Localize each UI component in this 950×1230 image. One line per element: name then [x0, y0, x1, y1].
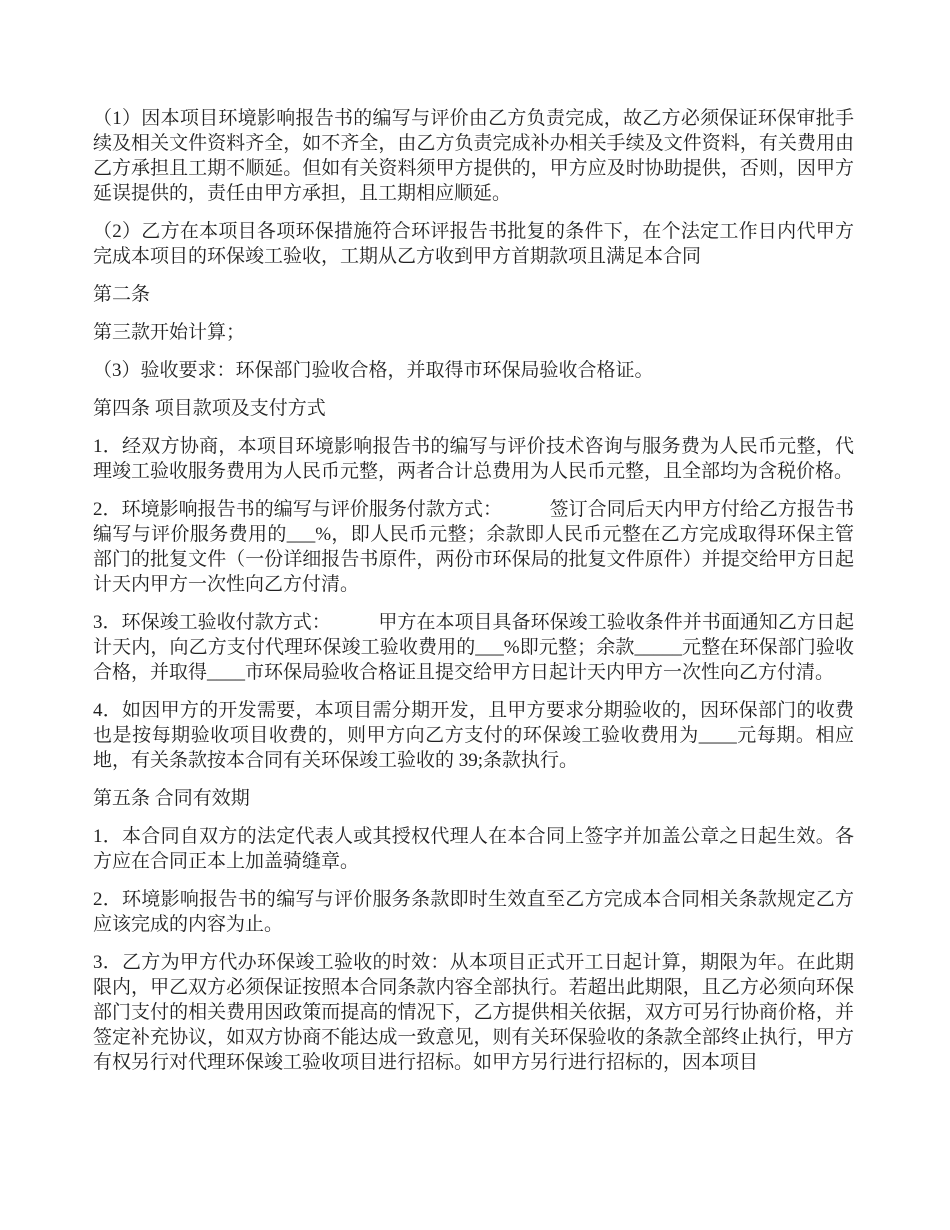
para-validity-report-terms: 2．环境影响报告书的编写与评价服务条款即时生效直至乙方完成本合同相关条款规定乙方应该完成的内容为止。 [93, 889, 854, 935]
para-payment-report-service: 2．环境影响报告书的编写与评价服务付款方式： 签订合同后天内甲方付给乙方报告书编写与评价服务费用的___%，即人民币元整；余款即人民币元整在乙方完成取得环保主管部门的批复文件（一份详细报告书原件，两份市环保局的批复文件原件）并提交给甲方日起计天内甲方一次性向乙方付清。 [93, 499, 854, 595]
para-validity-effective-date: 1．本合同自双方的法定代表人或其授权代理人在本合同上签字并加盖公章之日起生效。各方应在合同正本上加盖骑缝章。 [93, 826, 854, 872]
para-env-report-responsibility: （1）因本项目环境影响报告书的编写与评价由乙方负责完成，故乙方必须保证环保审批手续及相关文件资料齐全，如不齐全，由乙方负责完成补办相关手续及文件资料，有关费用由乙方承担且工期不顺延。但如有关资料须甲方提供的，甲方应及时协助提供，否则，因甲方延误提供的，责任由甲方承担，且工期相应顺延。 [93, 108, 854, 204]
para-acceptance-requirement: （3）验收要求：环保部门验收合格，并取得市环保局验收合格证。 [93, 360, 654, 381]
para-payment-total-fee: 1．经双方协商，本项目环境影响报告书的编写与评价技术咨询与服务费为人民币元整，代理竣工验收服务费用为人民币元整，两者合计总费用为人民币元整，且全部均为含税价格。 [93, 436, 854, 482]
heading-article-2: 第二条 [93, 284, 151, 305]
para-payment-acceptance-service: 3．环保竣工验收付款方式： 甲方在本项目具备环保竣工验收条件并书面通知乙方日起计天内，向乙方支付代理环保竣工验收费用的___%即元整；余款_____元整在环保部门验收合格，并取得____市环保局验收合格证且提交给甲方日起计天内甲方一次性向乙方付清。 [93, 612, 854, 683]
heading-article-5-validity: 第五条 合同有效期 [93, 788, 250, 809]
heading-article-4-payment: 第四条 项目款项及支付方式 [93, 398, 326, 419]
contract-document [93, 106, 854, 1075]
para-acceptance-deadline: （2）乙方在本项目各项环保措施符合环评报告书批复的条件下，在个法定工作日内代甲方完成本项目的环保竣工验收，工期从乙方收到甲方首期款项且满足本合同 [93, 221, 854, 267]
para-clause-3-start: 第三款开始计算； [93, 322, 246, 343]
para-validity-acceptance-term: 3．乙方为甲方代办环保竣工验收的时效：从本项目正式开工日起计算，期限为年。在此期限内，甲乙双方必须保证按照本合同条款内容全部执行。若超出此期限，且乙方必须向环保部门支付的相关费用因政策而提高的情况下，乙方提供相关依据，双方可另行协商价格，并签定补充协议，如双方协商不能达成一致意见，则有关环保验收的条款全部终止执行，甲方有权另行对代理环保竣工验收项目进行招标。如甲方另行进行招标的，因本项目 [93, 952, 854, 1073]
para-payment-installment: 4．如因甲方的开发需要，本项目需分期开发，且甲方要求分期验收的，因环保部门的收费也是按每期验收项目收费的，则甲方向乙方支付的环保竣工验收费用为____元每期。相应地，有关条款按本合同有关环保竣工验收的 39;条款执行。 [93, 700, 854, 771]
